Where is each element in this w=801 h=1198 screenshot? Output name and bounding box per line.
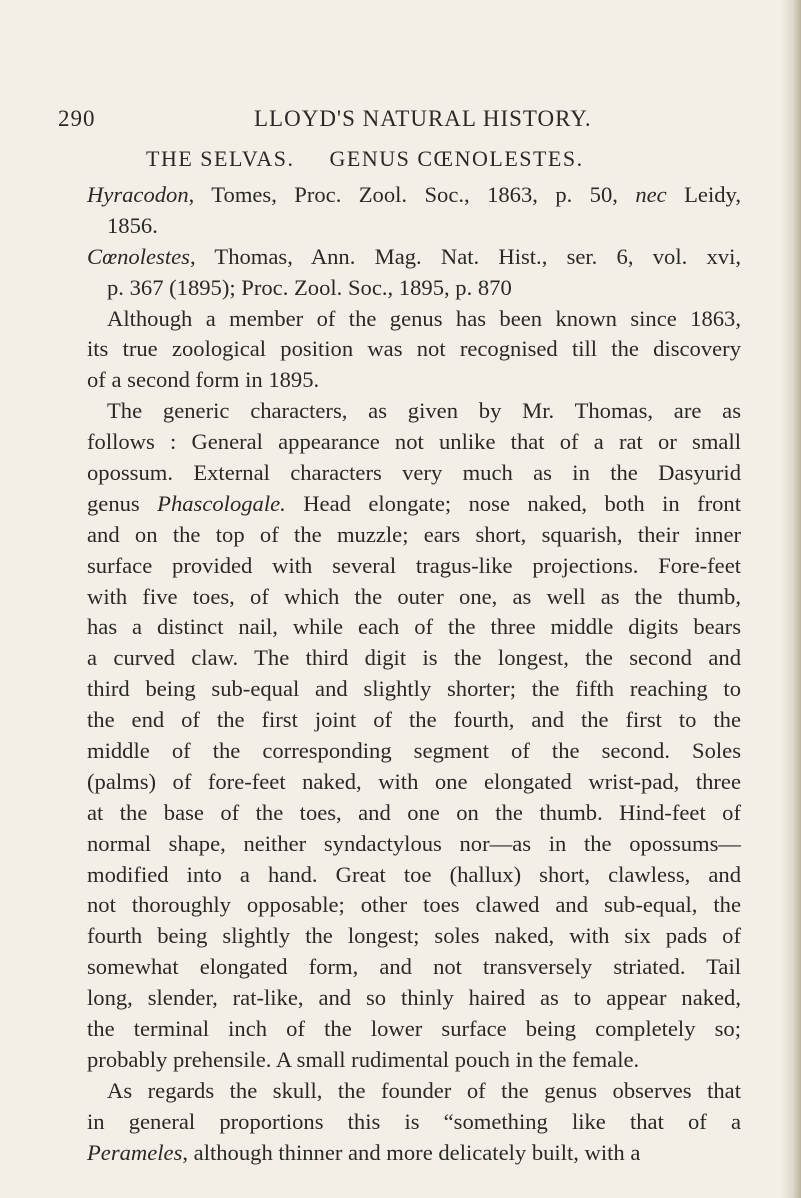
text-line: third being sub-equal and slightly shorter; the fifth reaching to (87, 676, 741, 702)
text-line: long, slender, rat-like, and so thinly haired as to appear naked, (87, 985, 741, 1011)
running-title: LLOYD'S NATURAL HISTORY. (254, 106, 592, 131)
text-line: in general proportions this is “something like that of a (87, 1108, 741, 1134)
text-line: normal shape, neither syndactylous nor—as in the opossums— (87, 830, 741, 856)
text-line: somewhat elongated form, and not transversely striated. Tail (87, 954, 741, 980)
text-line: not thoroughly opposable; other toes clawed and sub-equal, the (87, 892, 741, 918)
page-edge-shadow (781, 0, 801, 1198)
synonymy-line: Hyracodon, Tomes, Proc. Zool. Soc., 1863, p. 50, nec Leidy, (87, 182, 741, 207)
text-line: surface provided with several tragus-like projections. Fore-feet (87, 552, 741, 578)
text-line: Although a member of the genus has been known since 1863, (107, 305, 741, 331)
text-line: middle of the corresponding segment of the second. Soles (87, 738, 741, 764)
body-text (87, 180, 741, 1169)
text-line: As regards the skull, the founder of the genus observes that (107, 1077, 741, 1103)
synonymy-line: Cœnolestes, Thomas, Ann. Mag. Nat. Hist., ser. 6, vol. xvi, (87, 243, 741, 269)
text-line: opossum. External characters very much as in the Dasyurid (87, 460, 741, 486)
synonymy-line: 1856. (107, 212, 158, 238)
text-line: at the base of the toes, and one on the thumb. Hind-feet of (87, 799, 741, 825)
text-line: of a second form in 1895. (87, 367, 320, 393)
text-line: (palms) of fore-feet naked, with one elongated wrist-pad, three (87, 768, 741, 794)
text-line: fourth being slightly the longest; soles naked, with six pads of (87, 923, 741, 949)
section-title: THE SELVAS. GENUS CŒNOLESTES. (146, 146, 584, 171)
text-line: Perameles, although thinner and more delicately built, with a (87, 1139, 641, 1165)
text-line: follows : General appearance not unlike that of a rat or small (87, 429, 741, 455)
text-line: has a distinct nail, while each of the three middle digits bears (87, 614, 741, 640)
synonymy-line: p. 367 (1895); Proc. Zool. Soc., 1895, p. 870 (107, 274, 512, 300)
text-line: probably prehensile. A small rudimental pouch in the female. (87, 1046, 640, 1072)
text-line: the terminal inch of the lower surface being completely so; (87, 1016, 741, 1042)
text-line: the end of the first joint of the fourth, and the first to the (87, 707, 741, 733)
paragraphs (87, 304, 741, 1169)
text-line: a curved claw. The third digit is the longest, the second and (87, 645, 741, 671)
page-number: 290 (58, 106, 96, 131)
text-line: and on the top of the muzzle; ears short, squarish, their inner (87, 521, 741, 547)
genus-name: Cœnolestes (87, 243, 190, 269)
genus-name: Hyracodon (87, 182, 189, 207)
text-line: genus Phascologale. Head elongate; nose naked, both in front (87, 490, 741, 516)
text-line: with five toes, of which the outer one, as well as the thumb, (87, 583, 741, 609)
text-line: modified into a hand. Great toe (hallux) short, clawless, and (87, 861, 741, 887)
text-line: its true zoological position was not recognised till the discovery (87, 336, 741, 362)
running-header (58, 106, 748, 138)
text-line: The generic characters, as given by Mr. Thomas, are as (107, 398, 741, 424)
